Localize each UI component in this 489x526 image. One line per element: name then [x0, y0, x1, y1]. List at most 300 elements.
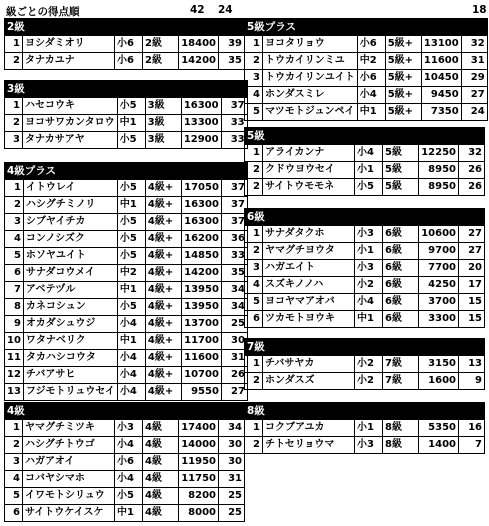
grade-cell: 小6 [115, 53, 143, 70]
grade-cell: 小1 [355, 420, 383, 437]
group-title: 4級プラス [5, 163, 248, 180]
table-row [245, 420, 485, 437]
rank-cell: 2 [245, 162, 263, 179]
level-cell: 4級+ [145, 214, 181, 231]
level-cell: 6級 [383, 311, 419, 328]
table-row [245, 145, 485, 162]
points-cell: 15 [459, 294, 485, 311]
score-cell: 8950 [419, 162, 459, 179]
score-cell: 16300 [181, 214, 221, 231]
rank-cell: 3 [5, 454, 23, 471]
rank-cell: 2 [5, 197, 24, 214]
points-cell: 7 [459, 437, 485, 454]
table-row [5, 437, 245, 454]
rank-cell: 1 [245, 356, 263, 373]
grade-cell: 小5 [117, 98, 145, 115]
rank-cell: 4 [245, 277, 263, 294]
table-row [245, 226, 485, 243]
group-table [4, 18, 245, 70]
table-row [5, 197, 248, 214]
name-cell: ホンダスズ [263, 373, 355, 390]
name-cell: トウカイリンユイト [263, 70, 358, 87]
name-cell: コクブアユカ [263, 420, 355, 437]
grade-cell: 小5 [355, 179, 383, 196]
group-6 [244, 208, 485, 328]
rank-cell: 10 [5, 333, 24, 350]
table-row [245, 311, 485, 328]
grade-cell: 小4 [115, 471, 143, 488]
table-row [5, 384, 248, 401]
name-cell: ヨシダミオリ [23, 36, 115, 53]
score-cell: 3300 [419, 311, 459, 328]
level-cell: 5級 [383, 145, 419, 162]
score-cell: 14000 [179, 437, 219, 454]
level-cell: 5級+ [385, 70, 421, 87]
points-cell: 24 [461, 104, 487, 121]
name-cell: マツモトジュンペイ [263, 104, 358, 121]
table-row [245, 437, 485, 454]
score-cell: 4250 [419, 277, 459, 294]
points-cell: 27 [221, 384, 247, 401]
score-cell: 5350 [419, 420, 459, 437]
name-cell: タカハシコウタ [23, 350, 117, 367]
group-header [245, 339, 485, 356]
points-cell: 32 [461, 36, 487, 53]
grade-cell: 小3 [355, 226, 383, 243]
group-4 [244, 18, 488, 121]
rank-cell: 2 [5, 53, 23, 70]
rank-cell: 3 [5, 132, 23, 149]
grade-cell: 小3 [115, 420, 143, 437]
points-cell: 9 [459, 373, 485, 390]
group-header [5, 163, 248, 180]
rank-cell: 6 [5, 265, 24, 282]
points-cell: 16 [459, 420, 485, 437]
level-cell: 4級 [143, 505, 179, 522]
score-cell: 11600 [181, 350, 221, 367]
table-row [245, 87, 488, 104]
name-cell: チバサヤカ [263, 356, 355, 373]
table-row [5, 488, 245, 505]
name-cell: ハセコウキ [23, 98, 118, 115]
points-cell: 33 [221, 132, 247, 149]
table-row [5, 505, 245, 522]
score-cell: 10700 [181, 367, 221, 384]
level-cell: 4級+ [145, 350, 181, 367]
rank-cell: 3 [245, 260, 263, 277]
group-7 [244, 338, 485, 390]
rank-cell: 1 [245, 36, 263, 53]
group-table [4, 162, 248, 401]
grade-cell: 小4 [355, 294, 383, 311]
points-cell: 33 [221, 248, 247, 265]
level-cell: 5級 [383, 179, 419, 196]
grade-cell: 小4 [117, 316, 145, 333]
grade-cell: 中1 [117, 282, 145, 299]
points-cell: 39 [219, 36, 245, 53]
level-cell: 4級+ [145, 333, 181, 350]
group-table [244, 402, 485, 454]
level-cell: 4級+ [145, 248, 181, 265]
table-row [245, 36, 488, 53]
points-cell: 30 [221, 333, 247, 350]
name-cell: サナダタクホ [263, 226, 355, 243]
grade-cell: 中2 [357, 53, 385, 70]
grade-cell: 小4 [117, 367, 145, 384]
level-cell: 8級 [383, 437, 419, 454]
grade-cell: 小6 [115, 36, 143, 53]
score-cell: 9550 [181, 384, 221, 401]
score-cell: 13300 [181, 115, 221, 132]
score-cell: 11600 [421, 53, 461, 70]
level-cell: 5級+ [385, 36, 421, 53]
rank-cell: 5 [5, 248, 24, 265]
name-cell: カネコシュン [23, 299, 117, 316]
level-cell: 4級+ [145, 299, 181, 316]
score-cell: 3150 [419, 356, 459, 373]
rank-cell: 1 [245, 145, 263, 162]
grade-cell: 小5 [117, 299, 145, 316]
group-header [245, 403, 485, 420]
rank-cell: 5 [245, 104, 263, 121]
name-cell: タナカサアヤ [23, 132, 118, 149]
level-cell: 8級 [383, 420, 419, 437]
name-cell: ハシグチミノリ [23, 197, 117, 214]
table-row [5, 231, 248, 248]
level-cell: 4級 [143, 471, 179, 488]
rank-cell: 1 [5, 36, 23, 53]
score-cell: 9700 [419, 243, 459, 260]
rank-cell: 4 [5, 471, 23, 488]
score-cell: 11950 [179, 454, 219, 471]
grade-cell: 小1 [355, 243, 383, 260]
points-cell: 25 [219, 505, 245, 522]
points-cell: 31 [461, 53, 487, 70]
rank-cell: 1 [5, 180, 24, 197]
rank-cell: 7 [5, 282, 24, 299]
level-cell: 4級 [143, 420, 179, 437]
points-cell: 34 [221, 299, 247, 316]
group-title: 5級 [245, 128, 485, 145]
group-0 [4, 18, 245, 70]
name-cell: トウカイリンミユ [263, 53, 358, 70]
score-cell: 8950 [419, 179, 459, 196]
header-value-3: 18 [472, 4, 487, 16]
table-row [5, 471, 245, 488]
name-cell: ホンダスミレ [263, 87, 358, 104]
group-table [244, 18, 488, 121]
table-row [245, 70, 488, 87]
grade-cell: 小2 [355, 373, 383, 390]
level-cell: 4級+ [145, 384, 181, 401]
rank-cell: 5 [5, 488, 23, 505]
score-cell: 9450 [421, 87, 461, 104]
rank-cell: 13 [5, 384, 24, 401]
score-cell: 12250 [419, 145, 459, 162]
points-cell: 35 [219, 53, 245, 70]
grade-cell: 中1 [117, 197, 145, 214]
rank-cell: 1 [245, 226, 263, 243]
points-cell: 35 [221, 265, 247, 282]
level-cell: 5級+ [385, 104, 421, 121]
table-row [245, 179, 485, 196]
score-cell: 14200 [181, 265, 221, 282]
group-table [244, 208, 485, 328]
table-row [245, 243, 485, 260]
rank-cell: 2 [245, 243, 263, 260]
group-header [5, 81, 248, 98]
grade-cell: 小6 [357, 36, 385, 53]
points-cell: 31 [221, 350, 247, 367]
group-title: 4級 [5, 403, 245, 420]
score-cell: 8200 [179, 488, 219, 505]
points-cell: 36 [221, 231, 247, 248]
name-cell: オカダシュウジ [23, 316, 117, 333]
table-row [5, 36, 245, 53]
name-cell: ツカモトヨウキ [263, 311, 355, 328]
points-cell: 37 [221, 98, 247, 115]
points-cell: 15 [459, 311, 485, 328]
name-cell: サイトウモモネ [263, 179, 355, 196]
group-table [4, 80, 248, 149]
level-cell: 6級 [383, 226, 419, 243]
score-cell: 18400 [179, 36, 219, 53]
header-value-1: 42 [190, 4, 205, 16]
rank-cell: 2 [5, 115, 23, 132]
score-cell: 14200 [179, 53, 219, 70]
grade-cell: 小4 [117, 384, 145, 401]
level-cell: 4級+ [145, 231, 181, 248]
grade-cell: 小3 [355, 437, 383, 454]
points-cell: 32 [459, 145, 485, 162]
name-cell: タナカユナ [23, 53, 115, 70]
score-cell: 16300 [181, 98, 221, 115]
points-cell: 27 [461, 87, 487, 104]
level-cell: 5級 [383, 162, 419, 179]
table-row [5, 316, 248, 333]
level-cell: 4級+ [145, 316, 181, 333]
name-cell: ヨコヤマアオバ [263, 294, 355, 311]
points-cell: 26 [459, 162, 485, 179]
table-row [245, 260, 485, 277]
group-title: 7級 [245, 339, 485, 356]
points-cell: 34 [221, 282, 247, 299]
header-value-2: 24 [218, 4, 233, 16]
group-table [244, 338, 485, 390]
group-title: 5級プラス [245, 19, 488, 36]
group-table [244, 127, 485, 196]
rank-cell: 4 [245, 87, 263, 104]
rank-cell: 5 [245, 294, 263, 311]
grade-cell: 小5 [117, 132, 145, 149]
table-row [5, 180, 248, 197]
name-cell: チバアサヒ [23, 367, 117, 384]
score-cell: 13950 [181, 299, 221, 316]
level-cell: 6級 [383, 243, 419, 260]
grade-cell: 小5 [115, 488, 143, 505]
score-cell: 16200 [181, 231, 221, 248]
points-cell: 25 [221, 316, 247, 333]
name-cell: ヨコサワカンタロウ [23, 115, 118, 132]
score-cell: 17400 [179, 420, 219, 437]
group-header [245, 19, 488, 36]
name-cell: ワタナベリク [23, 333, 117, 350]
score-cell: 7350 [421, 104, 461, 121]
rank-cell: 4 [5, 231, 24, 248]
group-title: 6級 [245, 209, 485, 226]
points-cell: 17 [459, 277, 485, 294]
level-cell: 2級 [143, 53, 179, 70]
name-cell: ハシグチトウゴ [23, 437, 115, 454]
table-row [245, 53, 488, 70]
table-row [5, 265, 248, 282]
name-cell: サイトウケイスケ [23, 505, 115, 522]
score-cell: 14850 [181, 248, 221, 265]
rank-cell: 6 [245, 311, 263, 328]
grade-cell: 中1 [115, 505, 143, 522]
name-cell: コバヤシマホ [23, 471, 115, 488]
name-cell: クドウヨウセイ [263, 162, 355, 179]
score-cell: 13950 [181, 282, 221, 299]
table-row [5, 282, 248, 299]
grade-cell: 小3 [355, 260, 383, 277]
table-row [5, 350, 248, 367]
level-cell: 4級+ [145, 265, 181, 282]
score-cell: 1400 [419, 437, 459, 454]
level-cell: 4級+ [145, 367, 181, 384]
table-row [5, 367, 248, 384]
level-cell: 6級 [383, 294, 419, 311]
score-cell: 7700 [419, 260, 459, 277]
score-cell: 16300 [181, 197, 221, 214]
name-cell: シブヤイチカ [23, 214, 117, 231]
table-row [5, 248, 248, 265]
points-cell: 13 [459, 356, 485, 373]
table-row [245, 277, 485, 294]
table-row [5, 132, 248, 149]
table-row [245, 356, 485, 373]
points-cell: 25 [219, 488, 245, 505]
rank-cell: 2 [245, 179, 263, 196]
table-row [5, 53, 245, 70]
points-cell: 31 [219, 471, 245, 488]
points-cell: 37 [221, 180, 247, 197]
grade-cell: 小2 [355, 277, 383, 294]
points-cell: 29 [461, 70, 487, 87]
score-cell: 11700 [181, 333, 221, 350]
header-row [0, 2, 489, 18]
table-row [245, 373, 485, 390]
score-cell: 17050 [181, 180, 221, 197]
rank-cell: 1 [245, 420, 263, 437]
name-cell: イトウレイ [23, 180, 117, 197]
level-cell: 3級 [145, 115, 181, 132]
name-cell: イワモトシリュウ [23, 488, 115, 505]
level-cell: 4級+ [145, 197, 181, 214]
table-row [245, 162, 485, 179]
score-cell: 10600 [419, 226, 459, 243]
grade-cell: 小5 [117, 214, 145, 231]
name-cell: ハガアオイ [23, 454, 115, 471]
grade-cell: 小4 [355, 145, 383, 162]
level-cell: 4級 [143, 437, 179, 454]
name-cell: ヤマグチミツキ [23, 420, 115, 437]
score-cell: 10450 [421, 70, 461, 87]
score-cell: 3700 [419, 294, 459, 311]
points-cell: 30 [219, 437, 245, 454]
grade-cell: 中1 [355, 311, 383, 328]
table-row [5, 214, 248, 231]
grade-cell: 小4 [357, 87, 385, 104]
score-cell: 11750 [179, 471, 219, 488]
grade-cell: 小5 [117, 231, 145, 248]
score-cell: 13700 [181, 316, 221, 333]
grade-cell: 中1 [117, 333, 145, 350]
rank-cell: 12 [5, 367, 24, 384]
group-3 [4, 402, 245, 522]
group-title: 8級 [245, 403, 485, 420]
level-cell: 4級 [143, 488, 179, 505]
level-cell: 6級 [383, 277, 419, 294]
name-cell: アベテヅル [23, 282, 117, 299]
grade-cell: 小1 [355, 162, 383, 179]
level-cell: 4級+ [145, 282, 181, 299]
group-header [5, 19, 245, 36]
name-cell: チトセリョウマ [263, 437, 355, 454]
grade-cell: 小4 [117, 350, 145, 367]
name-cell: コンノシズク [23, 231, 117, 248]
name-cell: ハガエイト [263, 260, 355, 277]
rank-cell: 3 [245, 70, 263, 87]
points-cell: 27 [459, 226, 485, 243]
group-title: 3級 [5, 81, 248, 98]
level-cell: 7級 [383, 356, 419, 373]
table-row [245, 104, 488, 121]
group-table [4, 402, 245, 522]
points-cell: 37 [221, 197, 247, 214]
group-header [245, 209, 485, 226]
rank-cell: 1 [5, 420, 23, 437]
table-row [5, 115, 248, 132]
group-5 [244, 127, 485, 196]
level-cell: 5級+ [385, 53, 421, 70]
rank-cell: 2 [245, 53, 263, 70]
level-cell: 2級 [143, 36, 179, 53]
sheet-title: 級ごとの得点順 [6, 6, 80, 18]
group-2 [4, 162, 248, 401]
grade-cell: 小2 [355, 356, 383, 373]
level-cell: 4級 [143, 454, 179, 471]
rank-cell: 6 [5, 505, 23, 522]
table-row [5, 420, 245, 437]
score-cell: 13100 [421, 36, 461, 53]
level-cell: 6級 [383, 260, 419, 277]
name-cell: サナダコウメイ [23, 265, 117, 282]
rank-cell: 3 [5, 214, 24, 231]
score-cell: 12900 [181, 132, 221, 149]
rank-cell: 2 [245, 373, 263, 390]
name-cell: スズキノノハ [263, 277, 355, 294]
grade-cell: 小5 [117, 180, 145, 197]
grade-cell: 小4 [115, 437, 143, 454]
level-cell: 4級+ [145, 180, 181, 197]
group-1 [4, 80, 248, 149]
level-cell: 3級 [145, 98, 181, 115]
points-cell: 37 [221, 214, 247, 231]
rank-cell: 11 [5, 350, 24, 367]
grade-cell: 中1 [357, 104, 385, 121]
grade-cell: 小6 [115, 454, 143, 471]
